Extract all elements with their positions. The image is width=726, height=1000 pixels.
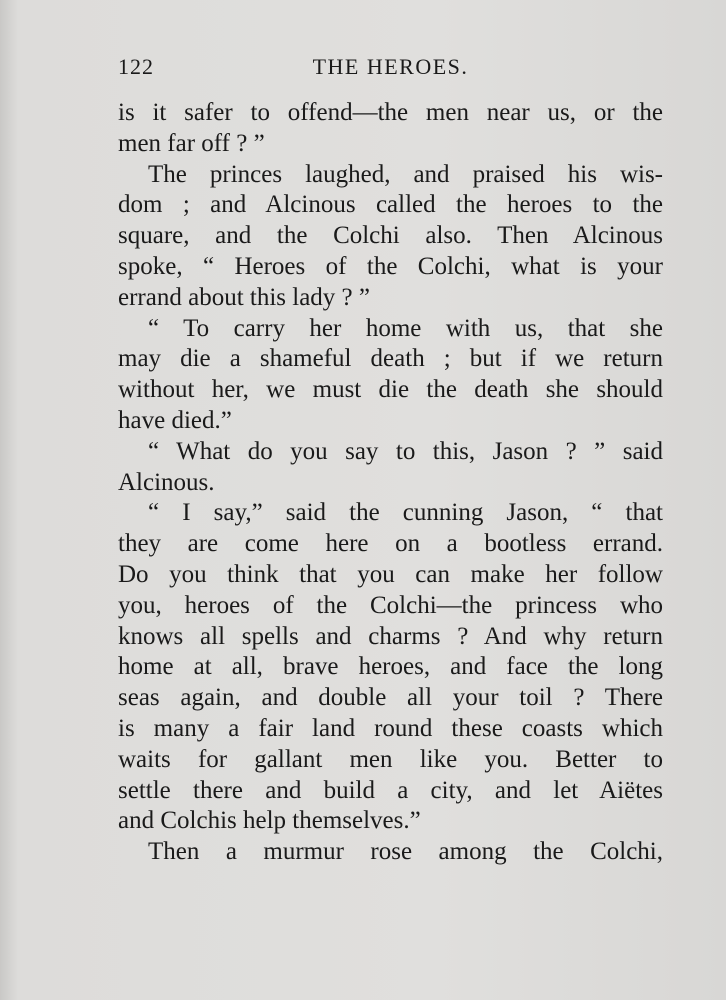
text-line: “ To carry her home with us, that she — [148, 314, 663, 342]
running-title: THE HEROES. — [312, 54, 469, 79]
text-line: they are come here on a bootless errand. — [118, 530, 663, 558]
text-line: you, heroes of the Colchi—the princess who — [118, 591, 663, 619]
text-line: settle there and build a city, and let Aiëtes — [118, 776, 663, 804]
text-line: “ What do you say to this, Jason ? ” said — [148, 437, 663, 465]
text-line: knows all spells and charms ? And why return — [118, 622, 663, 650]
text-line: “ I say,” said the cunning Jason, “ that — [148, 499, 663, 527]
text-line: The princes laughed, and praised his wis- — [148, 160, 663, 188]
text-line: Do you think that you can make her follow — [118, 560, 663, 588]
text-line: Then a murmur rose among the Colchi, — [148, 838, 663, 866]
page-header — [118, 54, 663, 86]
text-line: men far off ? ” — [118, 129, 265, 157]
text-line: may die a shameful death ; but if we return — [118, 345, 663, 373]
text-line: waits for gallant men like you. Better to — [118, 745, 663, 773]
body-text — [118, 98, 663, 868]
text-line: Alcinous. — [118, 468, 215, 496]
text-line: spoke, “ Heroes of the Colchi, what is your — [118, 252, 663, 280]
text-line: square, and the Colchi also. Then Alcinous — [118, 222, 663, 250]
text-line: is many a fair land round these coasts which — [118, 714, 663, 742]
text-line: is it safer to offend—the men near us, or the — [118, 99, 663, 126]
text-line: have died.” — [118, 406, 232, 434]
text-line: errand about this lady ? ” — [118, 283, 370, 311]
text-line: and Colchis help themselves.” — [118, 807, 421, 835]
text-line: dom ; and Alcinous called the heroes to the — [118, 191, 663, 219]
text-line: home at all, brave heroes, and face the long — [118, 653, 663, 681]
text-line: without her, we must die the death she should — [118, 376, 663, 404]
text-line: seas again, and double all your toil ? There — [118, 684, 663, 712]
page-number: 122 — [118, 54, 154, 79]
